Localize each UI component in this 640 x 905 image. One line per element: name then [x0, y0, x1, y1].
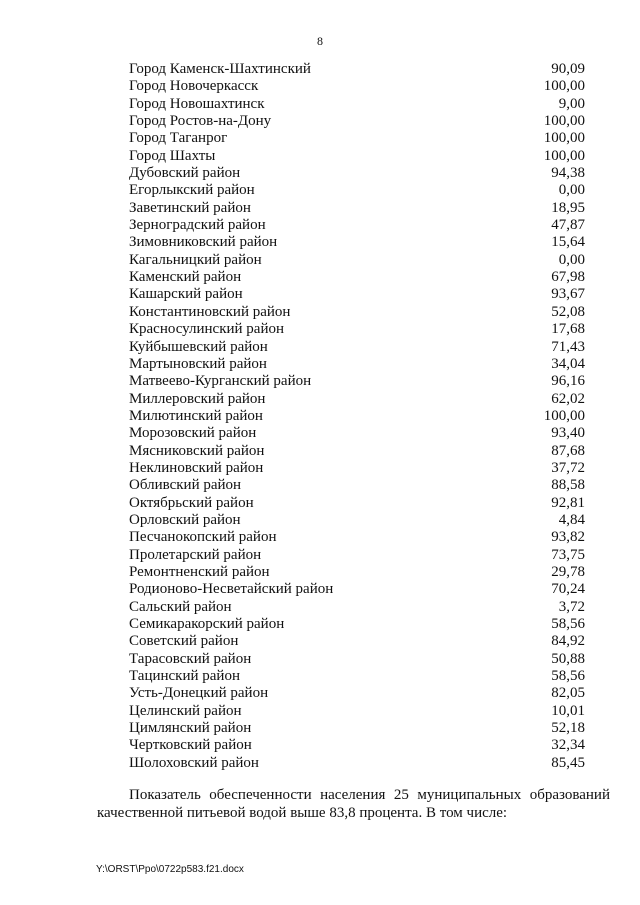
table-row — [129, 130, 585, 147]
table-row — [129, 547, 585, 564]
municipality-value: 62,02 — [551, 390, 585, 407]
municipality-value: 96,16 — [551, 373, 585, 390]
municipality-name: Обливский район — [129, 477, 242, 494]
municipality-value: 3,72 — [558, 598, 585, 615]
table-row — [129, 61, 585, 78]
table-row — [129, 443, 585, 460]
municipality-name: Город Каменск-Шахтинский — [129, 61, 311, 77]
table-row — [129, 737, 585, 754]
municipality-name: Тарасовский район — [129, 650, 252, 667]
municipality-name: Милютинский район — [129, 407, 263, 424]
municipality-value: 32,34 — [551, 737, 585, 754]
table-row — [129, 304, 585, 321]
table-row — [129, 182, 585, 199]
municipality-name: Константиновский район — [129, 303, 291, 320]
municipality-name: Тацинский район — [129, 668, 240, 685]
municipality-value: 100,00 — [543, 113, 585, 130]
municipality-name: Кагальницкий район — [129, 251, 262, 268]
table-row — [129, 321, 585, 338]
table-row — [129, 408, 585, 425]
municipality-value: 58,56 — [551, 616, 585, 632]
municipality-value: 15,64 — [551, 234, 585, 251]
municipality-value: 93,67 — [551, 286, 585, 303]
table-row — [129, 165, 585, 182]
municipality-table — [129, 61, 585, 772]
municipality-name: Мясниковский район — [129, 442, 265, 459]
municipality-name: Советский район — [129, 633, 239, 650]
table-row — [129, 460, 585, 477]
municipality-value: 70,24 — [551, 581, 585, 598]
municipality-value: 88,58 — [551, 477, 585, 494]
municipality-value: 52,08 — [551, 303, 585, 320]
municipality-name: Орловский район — [129, 511, 241, 528]
municipality-value: 18,95 — [551, 199, 585, 216]
municipality-value: 94,38 — [551, 165, 585, 182]
municipality-name: Песчанокопский район — [129, 529, 277, 546]
table-row — [129, 755, 585, 772]
municipality-value: 34,04 — [551, 355, 585, 372]
municipality-name: Егорлыкский район — [129, 182, 255, 199]
table-row — [129, 668, 585, 685]
municipality-name: Город Таганрог — [129, 130, 228, 147]
table-row — [129, 200, 585, 217]
municipality-name: Город Новошахтинск — [129, 95, 265, 112]
body-paragraph: Показатель обеспеченности населения 25 муниципальных образований качественной питьевой водой выше 83,8 процента. В том числе: — [97, 787, 610, 821]
municipality-value: 50,88 — [551, 650, 585, 667]
municipality-name: Город Шахты — [129, 147, 216, 164]
table-row — [129, 96, 585, 113]
table-row — [129, 113, 585, 130]
municipality-name: Красносулинский район — [129, 321, 285, 338]
municipality-name: Кашарский район — [129, 286, 243, 303]
table-row — [129, 651, 585, 668]
municipality-name: Родионово-Несветайский район — [129, 581, 334, 598]
municipality-value: 93,40 — [551, 425, 585, 442]
municipality-name: Пролетарский район — [129, 546, 262, 563]
municipality-value: 47,87 — [551, 217, 585, 234]
table-row — [129, 391, 585, 408]
municipality-value: 100,00 — [543, 130, 585, 147]
municipality-value: 92,81 — [551, 494, 585, 511]
municipality-value: 100,00 — [543, 147, 585, 164]
municipality-name: Мартыновский район — [129, 355, 267, 372]
municipality-name: Каменский район — [129, 269, 242, 286]
municipality-name: Чертковский район — [129, 737, 252, 754]
municipality-name: Октябрьский район — [129, 494, 254, 511]
municipality-name: Шолоховский район — [129, 754, 259, 771]
municipality-name: Куйбышевский район — [129, 338, 268, 355]
municipality-name: Заветинский район — [129, 199, 251, 216]
municipality-value: 58,56 — [551, 668, 585, 685]
municipality-name: Зимовниковский район — [129, 234, 278, 251]
table-row — [129, 564, 585, 581]
municipality-name: Миллеровский район — [129, 390, 266, 407]
table-row — [129, 495, 585, 512]
table-row — [129, 148, 585, 165]
municipality-name: Зерноградский район — [129, 217, 266, 234]
municipality-value: 71,43 — [551, 338, 585, 355]
municipality-value: 73,75 — [551, 546, 585, 563]
municipality-name: Город Новочеркасск — [129, 78, 259, 95]
municipality-name: Город Ростов-на-Дону — [129, 113, 272, 130]
table-row — [129, 477, 585, 494]
municipality-name: Усть-Донецкий район — [129, 685, 269, 702]
table-row — [129, 339, 585, 356]
municipality-value: 17,68 — [551, 321, 585, 338]
municipality-value: 87,68 — [551, 442, 585, 459]
municipality-name: Цимлянский район — [129, 720, 252, 737]
table-row — [129, 373, 585, 390]
municipality-value: 100,00 — [543, 78, 585, 95]
table-row — [129, 581, 585, 598]
municipality-name: Ремонтненский район — [129, 563, 270, 580]
municipality-value: 0,00 — [558, 182, 585, 199]
municipality-name: Сальский район — [129, 598, 232, 615]
table-row — [129, 356, 585, 373]
table-row — [129, 425, 585, 442]
table-row — [129, 599, 585, 616]
municipality-value: 0,00 — [558, 251, 585, 268]
table-row — [129, 512, 585, 529]
municipality-value: 37,72 — [551, 459, 585, 476]
page-number: 8 — [317, 34, 323, 48]
table-row — [129, 720, 585, 737]
table-row — [129, 286, 585, 303]
municipality-value: 85,45 — [551, 754, 585, 771]
table-row — [129, 633, 585, 650]
footer-file-path: Y:\ORST\Ppo\0722p583.f21.docx — [96, 864, 244, 875]
municipality-value: 9,00 — [558, 95, 585, 112]
municipality-value: 100,00 — [543, 407, 585, 424]
municipality-name: Семикаракорский район — [129, 616, 285, 632]
municipality-value: 84,92 — [551, 633, 585, 650]
municipality-value: 4,84 — [558, 511, 585, 528]
table-row — [129, 703, 585, 720]
municipality-name: Морозовский район — [129, 425, 257, 442]
table-row — [129, 78, 585, 95]
municipality-name: Целинский район — [129, 702, 242, 719]
municipality-name: Дубовский район — [129, 165, 241, 182]
municipality-value: 90,09 — [551, 61, 585, 77]
municipality-name: Матвеево-Курганский район — [129, 373, 312, 390]
municipality-value: 93,82 — [551, 529, 585, 546]
table-row — [129, 269, 585, 286]
municipality-value: 82,05 — [551, 685, 585, 702]
municipality-name: Неклиновский район — [129, 459, 264, 476]
table-row — [129, 685, 585, 702]
municipality-value: 10,01 — [551, 702, 585, 719]
table-row — [129, 252, 585, 269]
municipality-value: 67,98 — [551, 269, 585, 286]
municipality-value: 29,78 — [551, 563, 585, 580]
table-row — [129, 529, 585, 546]
table-row — [129, 234, 585, 251]
table-row — [129, 616, 585, 633]
table-row — [129, 217, 585, 234]
municipality-value: 52,18 — [551, 720, 585, 737]
